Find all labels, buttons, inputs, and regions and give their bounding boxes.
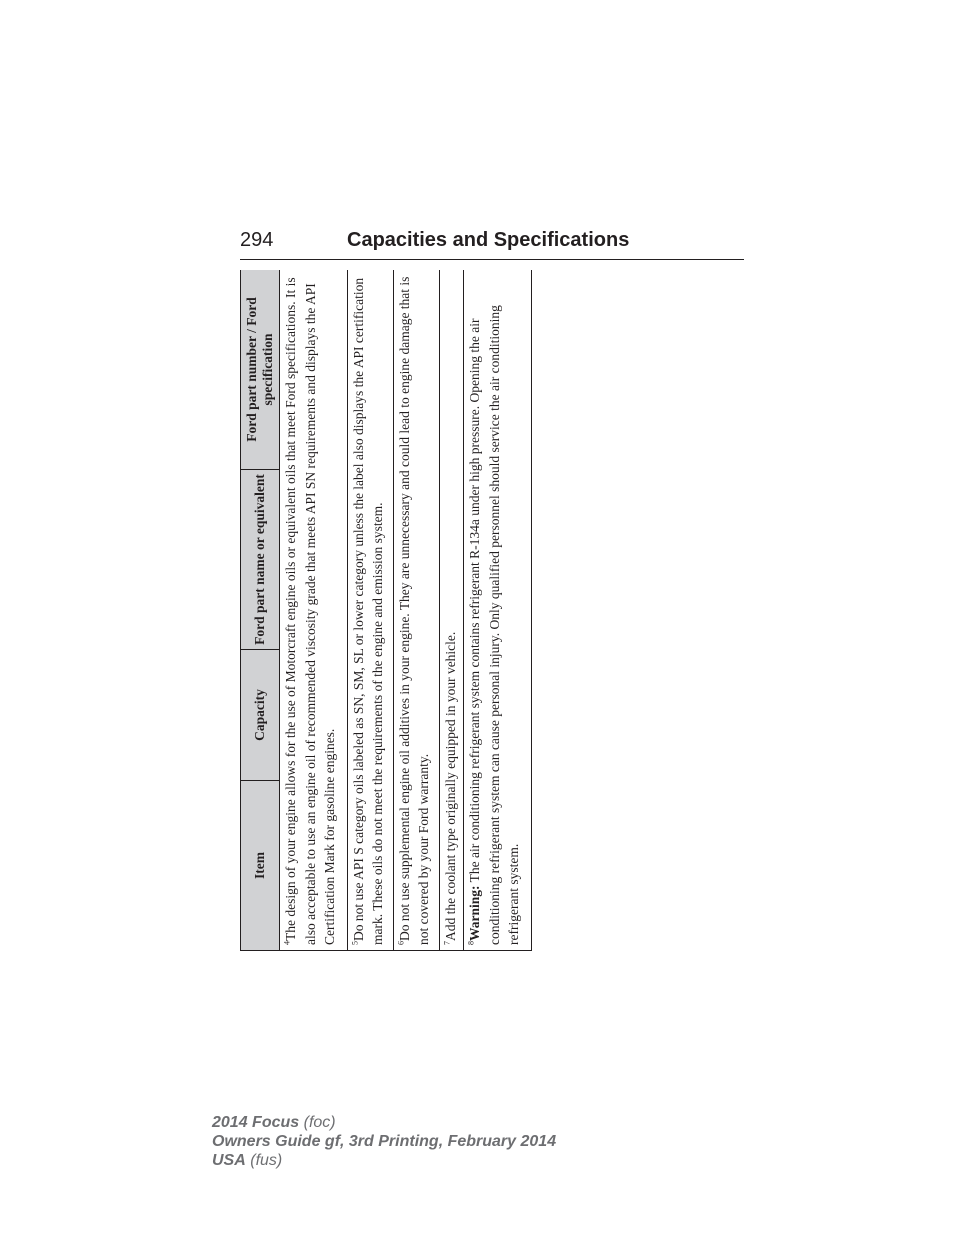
warning-label: Warning: bbox=[467, 885, 483, 941]
footnote-mark: 6 bbox=[396, 941, 406, 945]
footnote-cell bbox=[280, 270, 348, 951]
footnote-text: The design of your engine allows for the use of Motorcraft engine oils or equivalent oils that meet Ford specifications. It is also acceptable to use an engine oil of recommended viscosity grade that meets API SN requirements and displays the API Certification Mark for gasoline engines. bbox=[283, 277, 337, 945]
footer-model-code: (foc) bbox=[303, 1114, 336, 1131]
column-header-part-number: Ford part number / Ford specification bbox=[241, 270, 280, 470]
footer-guide: Owners Guide gf, 3rd Printing, February 2014 bbox=[212, 1133, 557, 1150]
table-row bbox=[347, 270, 393, 951]
footer-model-line bbox=[212, 1113, 556, 1132]
footnote-text: The air conditioning refrigerant system contains refrigerant R-134a under high pressure. Opening the air conditioning refrigerant system can cause personal injury. Only qualified personnel should service the air conditioning refrigerant system. bbox=[467, 305, 522, 945]
footnote-text: Do not use supplemental engine oil additives in your engine. They are unnecessary and could lead to engine damage that is not covered by your Ford warranty. bbox=[396, 276, 432, 945]
table-row bbox=[464, 270, 532, 951]
footnote-mark: 4 bbox=[282, 941, 292, 945]
column-header-capacity: Capacity bbox=[241, 650, 280, 781]
specifications-table-container bbox=[240, 270, 532, 951]
rotated-table-wrapper bbox=[240, 270, 532, 951]
footer-region: USA bbox=[212, 1152, 246, 1169]
column-header-item: Item bbox=[241, 781, 280, 951]
footer-region-code: (fus) bbox=[250, 1152, 283, 1169]
header-divider bbox=[240, 259, 744, 260]
footnote-cell bbox=[393, 270, 439, 951]
footer-region-line bbox=[212, 1151, 556, 1170]
table-row bbox=[393, 270, 439, 951]
column-header-part-name: Ford part name or equivalent bbox=[241, 470, 280, 650]
footnote-text: Do not use API S category oils labeled as SN, SM, SL or lower category unless the label also displays the API certification mark. These oils do not meet the requirements of the engine and emission system. bbox=[350, 277, 386, 945]
footnote-cell bbox=[464, 270, 532, 951]
footer-guide-line bbox=[212, 1132, 556, 1151]
specifications-table bbox=[240, 270, 532, 951]
footnote-text: Add the coolant type originally equipped in your vehicle. bbox=[442, 631, 458, 941]
footnote-mark: 7 bbox=[442, 941, 452, 945]
page-number: 294 bbox=[240, 229, 274, 251]
table-header-row bbox=[241, 270, 280, 951]
footnote-mark: 5 bbox=[350, 941, 360, 945]
footnote-cell bbox=[439, 270, 464, 951]
table-row bbox=[280, 270, 348, 951]
footnote-mark: 8 bbox=[466, 941, 476, 945]
table-row bbox=[439, 270, 464, 951]
page-title: Capacities and Specifications bbox=[347, 229, 630, 251]
page-footer bbox=[212, 1113, 556, 1170]
footer-model: 2014 Focus bbox=[212, 1114, 300, 1131]
footnote-cell bbox=[347, 270, 393, 951]
